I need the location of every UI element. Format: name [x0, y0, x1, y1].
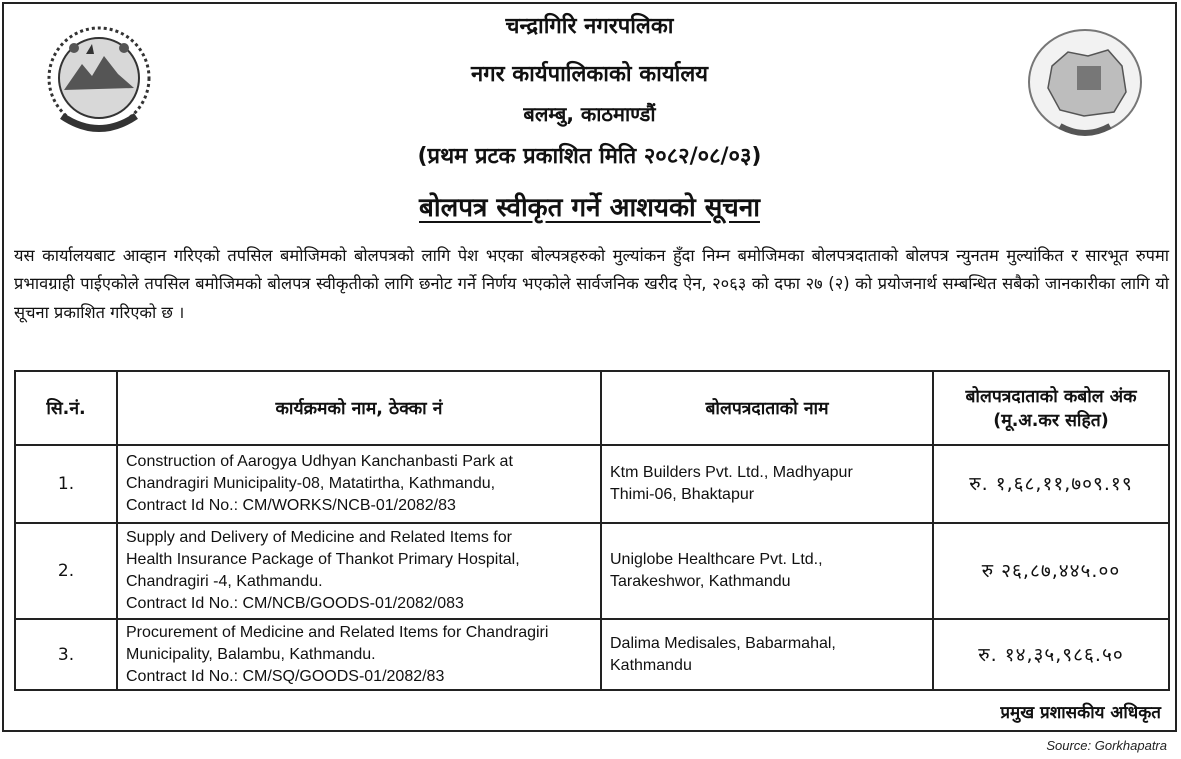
table-header-row — [15, 371, 1169, 445]
program-line: Municipality, Balambu, Kathmandu. — [126, 645, 376, 663]
bidder-line: Dalima Medisales, Babarmahal, — [610, 634, 836, 652]
header-sn: सि.नं. — [15, 371, 117, 445]
row-amount: रु. १,६८,११,७०९.१९ — [933, 445, 1169, 523]
notice-title-text: बोलपत्र स्वीकृत गर्ने आशयको सूचना — [419, 193, 760, 223]
program-line: Contract Id No.: CM/NCB/GOODS-01/2082/083 — [126, 595, 464, 612]
row-amount: रु २६,८७,४४५.०० — [933, 523, 1169, 619]
row-sn: 3. — [15, 619, 117, 690]
header-bidder: बोलपत्रदाताको नाम — [601, 371, 933, 445]
header-amount-line1: बोलपत्रदाताको कबोल अंक — [965, 387, 1137, 407]
notice-title — [4, 188, 1175, 224]
source-credit: Source: Gorkhapatra — [1046, 738, 1167, 753]
publication-date: (प्रथम प्रटक प्रकाशित मिति २०८२/०८/०३) — [417, 144, 762, 169]
program-line: Health Insurance Package of Thankot Primary Hospital, — [126, 551, 520, 568]
bidder-line: Kathmandu — [610, 656, 692, 674]
table-row — [15, 445, 1169, 523]
bidder-line: Tarakeshwor, Kathmandu — [610, 573, 791, 590]
office-name: नगर कार्यपालिकाको कार्यालय — [471, 62, 708, 87]
notice-body: यस कार्यालयबाट आव्हान गरिएको तपसिल बमोजिमको बोलपत्रको लागि पेश भएका बोल्पत्रहरुको मुल्यांकन हुँदा निम्न बमोजिमका बोलपत्रदाताको बोलपत्र न्युनतम मुल्यांकित र सारभूत रुपमा प्रभावग्राही पाईएकोले तपसिल बमोजिमको बोलपत्र स्वीकृतीको लागि छनोट गर्ने निर्णय भएकोले सार्वजनिक खरीद ऐन, २०६३ को दफा २७ (२) को प्रयोजनार्थ सम्बन्धित सबैको जानकारीका लागि यो सूचना प्रकाशित गरिएको छ । — [14, 246, 1169, 322]
signatory: प्रमुख प्रशासकीय अधिकृत — [1000, 703, 1161, 723]
notice-frame — [2, 2, 1177, 732]
table-row — [15, 619, 1169, 690]
row-bidder — [601, 445, 933, 523]
row-program — [117, 523, 601, 619]
bid-table — [14, 370, 1170, 691]
program-line: Construction of Aarogya Udhyan Kanchanbasti Park at — [126, 453, 513, 470]
header-amount-line2: (मू.अ.कर सहित) — [993, 411, 1109, 431]
office-address: बलम्बु, काठमाण्डौं — [523, 102, 656, 126]
municipality-logo-icon — [1022, 26, 1148, 144]
row-amount: रु. १४,३५,९८६.५० — [933, 619, 1169, 690]
program-line: Contract Id No.: CM/SQ/GOODS-01/2082/83 — [126, 667, 445, 685]
program-line: Supply and Delivery of Medicine and Related Items for — [126, 529, 512, 546]
municipality-name: चन्द्रागिरि नगरपलिका — [505, 14, 674, 39]
header-program: कार्यक्रमको नाम, ठेक्का नं — [117, 371, 601, 445]
row-program — [117, 619, 601, 690]
program-line: Contract Id No.: CM/WORKS/NCB-01/2082/83 — [126, 497, 456, 514]
bidder-line: Ktm Builders Pvt. Ltd., Madhyapur — [610, 464, 853, 481]
row-program — [117, 445, 601, 523]
program-line: Chandragiri -4, Kathmandu. — [126, 573, 323, 590]
row-sn: 1. — [15, 445, 117, 523]
header-amount — [933, 371, 1169, 445]
row-bidder — [601, 523, 933, 619]
program-line: Procurement of Medicine and Related Items for Chandragiri — [126, 623, 549, 641]
row-bidder — [601, 619, 933, 690]
row-sn: 2. — [15, 523, 117, 619]
bidder-line: Thimi-06, Bhaktapur — [610, 486, 755, 503]
table-row — [15, 523, 1169, 619]
bidder-line: Uniglobe Healthcare Pvt. Ltd., — [610, 551, 823, 568]
program-line: Chandragiri Municipality-08, Matatirtha, Kathmandu, — [126, 475, 496, 492]
